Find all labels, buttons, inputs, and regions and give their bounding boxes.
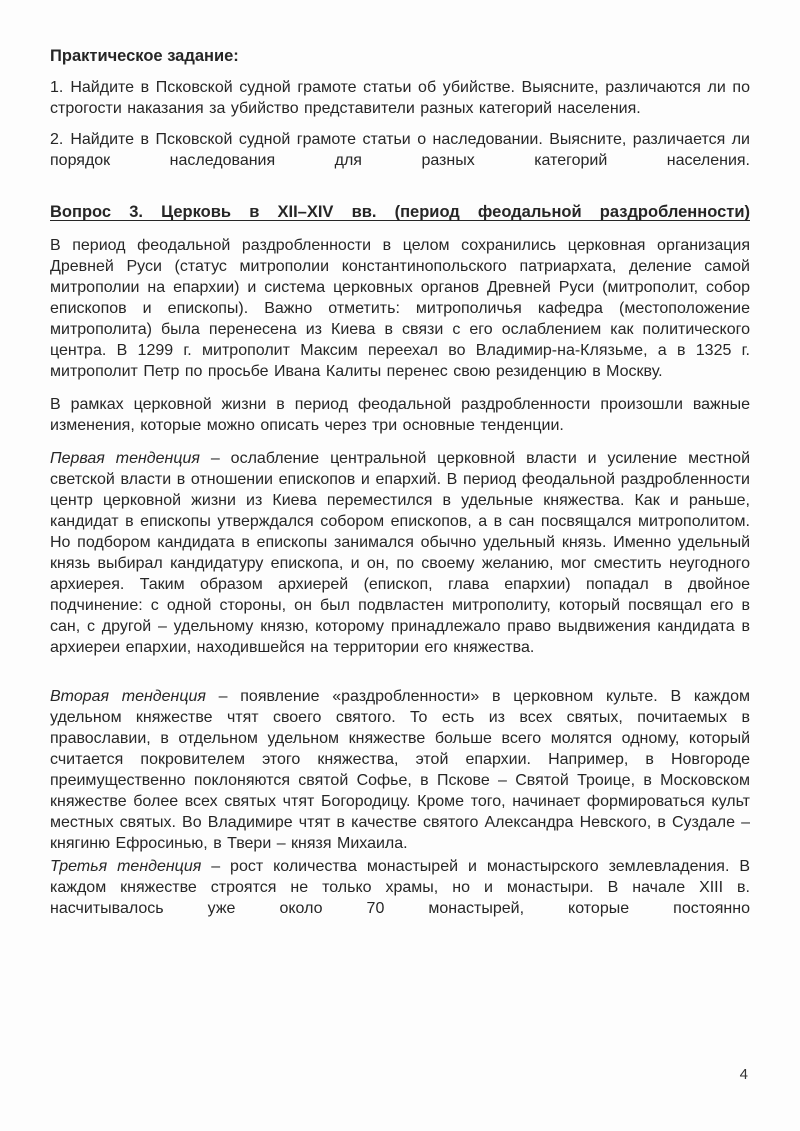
third-tendency-text: – рост количества монастырей и монастырского землевладения. В каждом княжестве строятся не только храмы, но и монастыри. В начале XIII в. насчитывалось уже около 70 монастырей, которые постоянно: [50, 858, 751, 917]
paragraph-second-tendency: [50, 686, 750, 854]
task-item-2-number: 2.: [50, 131, 64, 148]
paragraph-first-tendency: [50, 448, 750, 658]
second-tendency-text: – появление «раздробленности» в церковном культе. В каждом удельном княжестве чтят своего святого. То есть из всех святых, почитаемых в православии, в отдельном удельном княжестве больше всего молятся одному, который считается покровителем этого княжества, этой епархии. Например, в Новгороде преимущественно поклоняются святой Софье, в Пскове – Святой Троице, в Московском княжестве более всех святых чтят Богородицу. Кроме того, начинает формироваться культ местных святых. Во Владимире чтят в качестве святого Александра Невского, в Суздале – княгиню Ефросинью, в Твери – князя Михаила.: [50, 688, 751, 852]
second-tendency-lead: Вторая тенденция: [50, 688, 206, 705]
paragraph-church-organization-text: В период феодальной раздробленности в целом сохранились церковная организация Древней Руси (статус митрополии константинопольского патриархата, деление самой митрополии на епархии) и система церковных органов Древней Руси (митрополит, собор епископов и епископы). Важно отметить: митрополичья кафедра (местоположение митрополита) была перенесена из Киева в связи с его ослаблением как политического центра. В 1299 г. митрополит Максим переехал во Владимир-на-Клязьме, а в 1325 г. митрополит Петр по просьбе Ивана Калиты перенес свою резиденцию в Москву.: [50, 237, 750, 380]
question3-heading: Вопрос 3. Церковь в XII–XIV вв. (период феодальной раздробленности): [50, 203, 750, 221]
task-item-2-text: Найдите в Псковской судной грамоте статьи о наследовании. Выясните, различается ли порядок наследования для разных категорий населения.: [50, 131, 750, 169]
task-item-1: [50, 77, 750, 119]
first-tendency-lead: Первая тенденция: [50, 450, 200, 467]
task-item-2: [50, 129, 750, 171]
paragraph-three-tendencies-intro-text: В рамках церковной жизни в период феодальной раздробленности произошли важные изменения, которые можно описать через три основные тенденции.: [50, 396, 750, 434]
task-item-1-number: 1.: [50, 79, 64, 96]
first-tendency-text: – ослабление центральной церковной власти и усиление местной светской власти в отношении епископов и епархий. В период феодальной раздробленности центр церковной жизни из Киева переместился в удельные княжества. Как и раньше, кандидат в епископы утверждался собором епископов, а в сан посвящался митрополитом. Но подбором кандидата в епископы занимался обычно удельный князь. Именно удельный князь выбирал кандидатуру епископа, и он, по своему желанию, мог сместить неугодного архиерея. Таким образом архиерей (епископ, глава епархии) попадал в двойное подчинение: с одной стороны, он был подвластен митрополиту, который посвящал его в сан, с другой – удельному князю, которому принадлежало право выдвижения кандидата в архиереи епархии, находившейся на территории его княжества.: [50, 450, 751, 656]
task-item-1-text: Найдите в Псковской судной грамоте статьи об убийстве. Выясните, различаются ли по строгости наказания за убийство представители разных категорий населения.: [50, 79, 750, 117]
third-tendency-lead: Третья тенденция: [50, 858, 202, 875]
page-number: 4: [739, 1066, 748, 1083]
paragraph-church-organization: [50, 235, 750, 382]
practical-task-title: Практическое задание:: [50, 47, 239, 65]
paragraph-three-tendencies-intro: [50, 394, 750, 436]
paragraph-third-tendency: [50, 856, 750, 919]
